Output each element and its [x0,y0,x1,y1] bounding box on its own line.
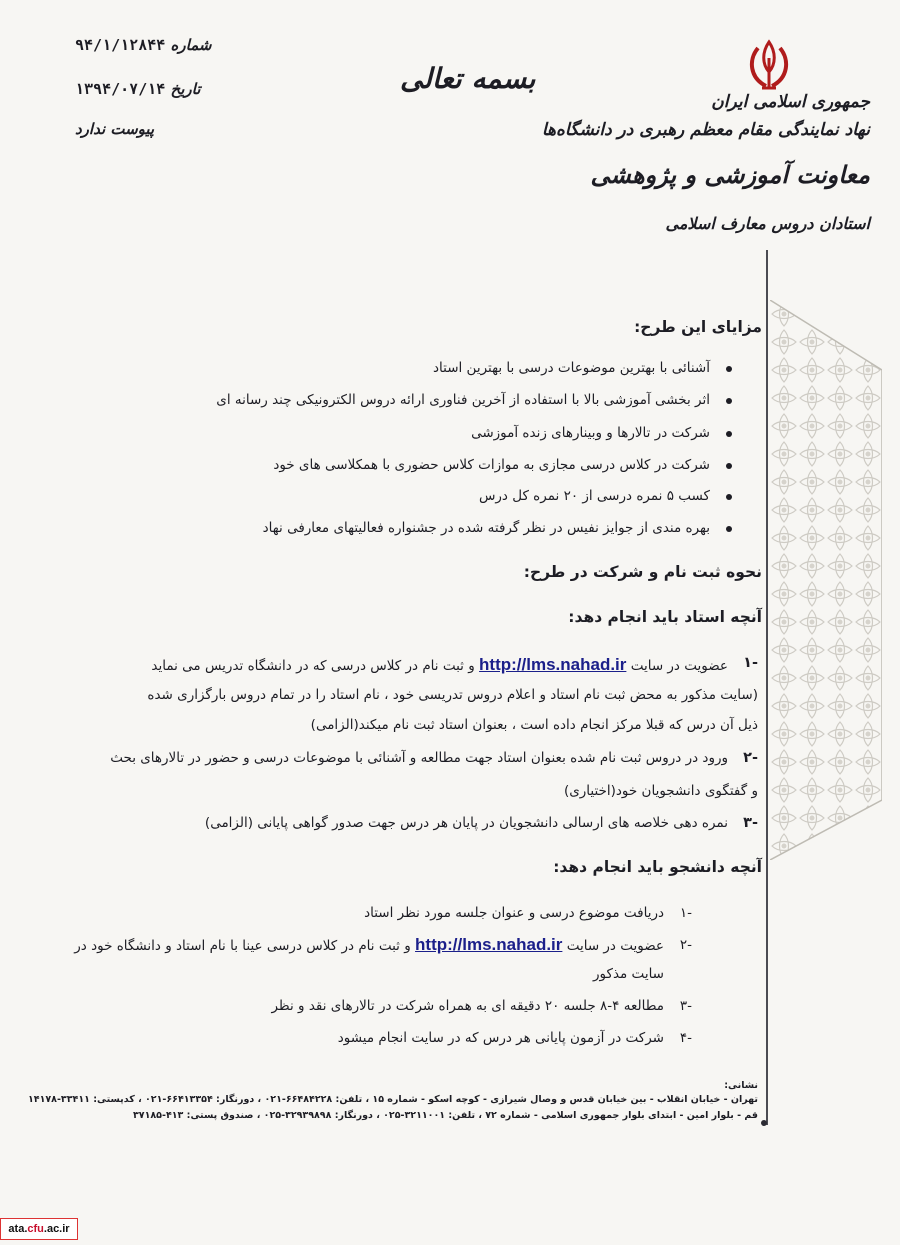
list-item: آشنائی با بهترین موضوعات درسی با بهترین استاد [433,360,710,376]
lms-link[interactable]: http://lms.nahad.ir [415,935,563,954]
professor-step-2-number: -۲ [743,750,758,766]
header-office: نهاد نمایندگی مقام معظم رهبری در دانشگاه‌ها [541,120,870,140]
source-badge-prefix: ata. [8,1223,28,1235]
professor-step-1-line-2: (سایت مذکور به محض ثبت نام استاد و اعلام دروس تدریسی خود ، نام استاد را در تمام دروس بارگزاری شده [147,687,758,703]
address-qom: قم - بلوار امین - ابتدای بلوار جمهوری اسلامی - شماره ۷۲ ، تلفن: ۳۲۱۱۰۰۱-۰۲۵ ، دورنگار: ۳۲۹۳۹۸۹۸-۰۲۵ ، صندوق پستی: ۴۱۳-۳۷۱۸۵ [132,1110,758,1121]
header-country: جمهوری اسلامی ایران [711,92,870,112]
student-step-1: دریافت موضوع درسی و عنوان جلسه مورد نظر استاد [364,905,664,921]
list-item: شرکت در کلاس درسی مجازی به موازات کلاس حضوری با همکلاسی های خود [273,457,710,473]
address-tehran: تهران - خیابان انقلاب - بین خیابان قدس و وصال شیرازی - کوچه اسکو - شماره ۱۵ ، تلفن: ۶۶۴۸۴۲۲۸-۰۲۱ ، دورنگار: ۶۶۴۱۳۳۵۴-۰۲۱ ، کدپستی: ۳۳۴۱۱-۱۴۱۷۸ [27,1094,758,1105]
student-step-2-text-a: عضویت در سایت [566,938,664,954]
student-step-2 [74,935,664,955]
professor-step-1-text-a: عضویت در سایت [630,658,728,674]
letter-date-value: ۱۳۹۴/۰۷/۱۴ [75,80,166,98]
letter-number-label: شماره [170,36,212,54]
letter-date-label: تاریخ [170,80,201,98]
student-step-4-number: -۴ [679,1030,692,1046]
letter-attachment: پیوست ندارد [75,120,155,138]
source-badge [0,1218,78,1240]
letter-date [75,80,200,98]
student-step-3: مطالعه ۴-۸ جلسه ۲۰ دقیقه ای به همراه شرکت در تالارهای نقد و نظر [271,998,664,1014]
advantages-title: مزایای این طرح: [634,318,762,336]
professor-step-3: نمره دهی خلاصه های ارسالی دانشجویان در پایان هر درس جهت صدور گواهی پایانی (الزامی) [204,815,728,831]
professor-step-1-line-3: ذیل آن درس که قبلا مرکز انجام داده است ، بعنوان استاد ثبت نام میکند(الزامی) [310,717,758,733]
professor-step-2-line-1: ورود در دروس ثبت نام شده بعنوان استاد جهت مطالعه و آشنائی با موضوعات درسی و حضور در تالارهای بحث [110,750,728,766]
list-item: کسب ۵ نمره درسی از ۲۰ نمره کل درس [478,488,710,504]
margin-rule [766,250,768,1125]
source-badge-brand: cfu [27,1223,44,1235]
professor-step-2-line-2: و گفتگوی دانشجویان خود(اختیاری) [563,783,758,799]
professor-step-3-number: -۳ [743,815,758,831]
besmellah: بسمه تعالی [400,62,536,95]
student-step-4: شرکت در آزمون پایانی هر درس که در سایت انجام میشود [337,1030,664,1046]
student-section-title: آنچه دانشجو باید انجام دهد: [553,858,762,876]
rule-end-dot [761,1120,767,1126]
student-step-1-number: -۱ [679,905,692,921]
list-item: بهره مندی از جوایز نفیس در نظر گرفته شده در جشنواره فعالیتهای معارفی نهاد [262,520,710,536]
professor-step-1-number: -۱ [743,655,758,671]
list-item: شرکت در تالارها و وبینارهای زنده آموزشی [471,425,710,441]
professor-step-1-text-b: و ثبت نام در کلاس درسی که در دانشگاه تدریس می نماید [151,658,475,674]
letter-number [75,36,211,54]
header-deputy: معاونت آموزشی و پژوهشی [590,160,870,189]
header-department: استادان دروس معارف اسلامی [665,214,870,233]
professor-section-title: آنچه استاد باید انجام دهد: [568,608,762,626]
letter-number-value: ۹۴/۱/۱۲۸۴۴ [75,36,166,54]
lms-link[interactable]: http://lms.nahad.ir [479,655,627,674]
student-step-2-number: -۲ [679,937,692,953]
student-step-2-line-2: سایت مذکور [593,966,664,982]
registration-title: نحوه ثبت نام و شرکت در طرح: [523,563,762,581]
student-step-3-number: -۳ [679,998,692,1014]
list-item: اثر بخشی آموزشی بالا با استفاده از آخرین فناوری ارائه دروس الکترونیکی چند رسانه ای [216,392,710,408]
source-badge-suffix: .ac.ir [43,1223,70,1235]
professor-step-1 [151,655,728,675]
arabesque-ornament-icon [770,300,882,860]
student-step-2-text-b: و ثبت نام در کلاس درسی عینا با نام استاد و دانشگاه خود در [74,938,411,954]
iran-emblem-icon [740,38,798,94]
address-label: نشانی: [724,1080,758,1091]
